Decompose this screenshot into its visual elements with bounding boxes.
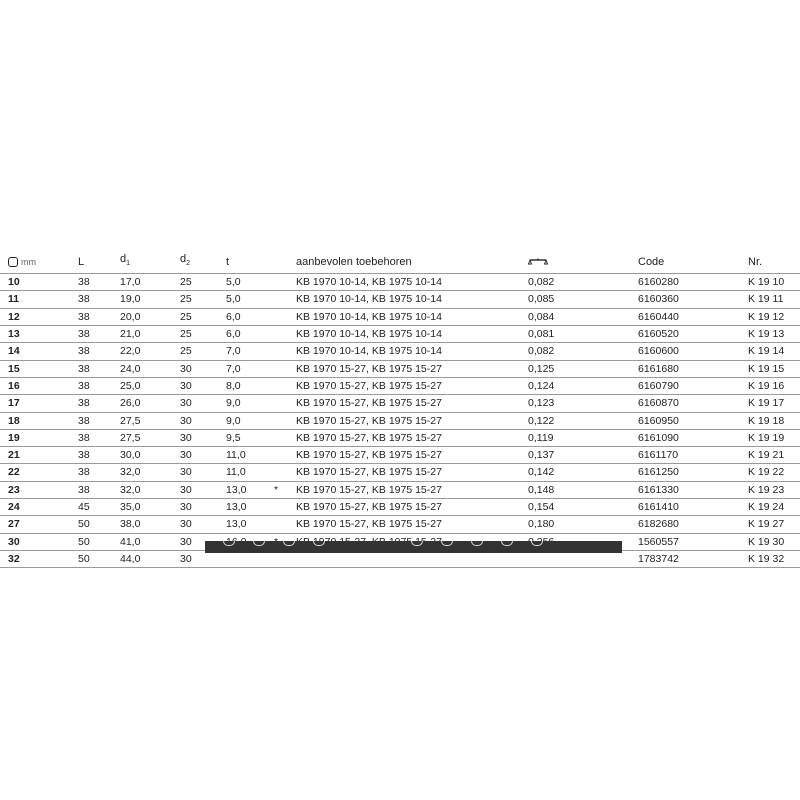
cell-t: 5,0 — [226, 276, 241, 289]
cell-d2: 25 — [180, 293, 192, 306]
cell-d1: 19,0 — [120, 293, 141, 306]
cell-nr: K 19 10 — [748, 276, 785, 289]
d2-subscript: 2 — [186, 260, 191, 268]
cell-note-star: * — [274, 483, 279, 496]
cell-note-star — [274, 360, 296, 377]
cell-code: 6160870 — [638, 397, 679, 410]
cell-accessories: KB 1970 15-27, KB 1975 15-27 — [296, 414, 442, 427]
cell-size: 11 — [8, 293, 20, 306]
cell-weight: 0,123 — [528, 397, 555, 410]
cell-length: 38 — [78, 345, 90, 358]
cell-d2: 30 — [180, 552, 192, 565]
cell-nr: K 19 21 — [748, 449, 785, 462]
cell-weight: 0,148 — [528, 483, 555, 496]
hand-icon[interactable] — [253, 541, 265, 546]
cell-code: 6160950 — [638, 414, 679, 427]
cell-d2: 30 — [180, 414, 192, 427]
cell-note-star — [274, 291, 296, 308]
save-icon[interactable] — [471, 541, 483, 546]
cell-nr: K 19 18 — [748, 414, 785, 427]
cell-length: 38 — [78, 328, 90, 341]
cell-t: 13,0 — [226, 501, 247, 514]
table-row — [0, 550, 800, 567]
cell-t: 9,0 — [226, 397, 241, 410]
pdf-viewer-toolbar — [205, 541, 622, 553]
cell-accessories: KB 1970 10-14, KB 1975 10-14 — [296, 328, 442, 341]
cell-length: 38 — [78, 310, 90, 323]
cell-note-star — [274, 274, 296, 291]
cell-length: 38 — [78, 466, 90, 479]
cell-accessories: KB 1970 15-27, KB 1975 15-27 — [296, 466, 442, 479]
cell-nr: K 19 13 — [748, 328, 785, 341]
table-row — [0, 499, 800, 516]
table-row — [0, 360, 800, 377]
cell-d2: 30 — [180, 397, 192, 410]
cell-d2: 30 — [180, 379, 192, 392]
cell-length: 50 — [78, 552, 90, 565]
cell-t: 9,0 — [226, 414, 241, 427]
cell-nr: K 19 27 — [748, 518, 785, 531]
cell-size: 19 — [8, 431, 20, 444]
product-table-sheet — [0, 250, 800, 568]
cell-d2: 25 — [180, 345, 192, 358]
cell-d2: 30 — [180, 501, 192, 514]
cell-t: 13,0 — [226, 483, 247, 496]
cell-d1: 21,0 — [120, 328, 141, 341]
cell-length: 38 — [78, 431, 90, 444]
cell-nr: K 19 24 — [748, 501, 785, 514]
table-header-row — [0, 250, 800, 274]
table-row — [0, 412, 800, 429]
cell-code: 6161330 — [638, 483, 679, 496]
table-row — [0, 343, 800, 360]
cell-size: 14 — [8, 345, 20, 358]
cell-nr: K 19 15 — [748, 362, 785, 375]
cell-size: 24 — [8, 501, 20, 514]
table-row — [0, 395, 800, 412]
table-row — [0, 308, 800, 325]
table-row — [0, 447, 800, 464]
cell-weight: 0,180 — [528, 518, 555, 531]
cell-accessories: KB 1970 10-14, KB 1975 10-14 — [296, 345, 442, 358]
cell-note-star — [274, 308, 296, 325]
d1-label: d — [120, 253, 127, 265]
cell-d1: 35,0 — [120, 501, 141, 514]
header-d1 — [120, 250, 180, 274]
header-size — [0, 250, 78, 274]
cell-accessories: KB 1970 10-14, KB 1975 10-14 — [296, 276, 442, 289]
cell-weight: 0,082 — [528, 276, 555, 289]
cell-nr: K 19 30 — [748, 535, 785, 548]
cell-weight: 0,122 — [528, 414, 555, 427]
cell-t: 11,0 — [226, 466, 246, 479]
cell-d1: 25,0 — [120, 379, 141, 392]
cell-accessories — [296, 550, 528, 567]
cell-code: 1783742 — [638, 552, 679, 565]
cell-t: 6,0 — [226, 328, 241, 341]
header-star — [274, 250, 296, 274]
cell-d2: 30 — [180, 362, 192, 375]
cell-weight: 0,137 — [528, 449, 555, 462]
cell-weight — [528, 550, 638, 567]
cell-length: 50 — [78, 518, 90, 531]
cell-d1: 26,0 — [120, 397, 141, 410]
fit-width-icon[interactable] — [441, 541, 453, 546]
cell-d1: 27,5 — [120, 414, 141, 427]
cell-accessories: KB 1970 15-27, KB 1975 15-27 — [296, 518, 442, 531]
print-icon[interactable] — [501, 541, 513, 546]
cell-t: 8,0 — [226, 379, 241, 392]
cell-code: 6161410 — [638, 501, 679, 514]
cell-code: 6161250 — [638, 466, 679, 479]
cell-d1: 22,0 — [120, 345, 141, 358]
table-row — [0, 377, 800, 394]
cell-nr: K 19 23 — [748, 483, 785, 496]
header-t: t — [226, 255, 230, 268]
hexagon-nut-icon — [8, 257, 18, 267]
cell-t: 7,0 — [226, 362, 241, 375]
cell-note-star — [274, 464, 296, 481]
table-row — [0, 481, 800, 498]
cell-length: 38 — [78, 483, 90, 496]
cell-size: 15 — [8, 362, 20, 375]
cell-nr: K 19 19 — [748, 431, 785, 444]
cell-weight: 0,154 — [528, 501, 555, 514]
header-nr: Nr. — [748, 255, 763, 268]
cell-code: 6160520 — [638, 328, 679, 341]
cell-note-star — [274, 412, 296, 429]
cell-d2: 30 — [180, 483, 192, 496]
cell-t: 13,0 — [226, 518, 247, 531]
cell-t: 7,0 — [226, 345, 241, 358]
cell-note-star — [274, 429, 296, 446]
cell-d1: 24,0 — [120, 362, 141, 375]
cell-d1: 32,0 — [120, 466, 141, 479]
cell-length: 38 — [78, 293, 90, 306]
header-d2 — [180, 250, 226, 274]
cell-d1: 38,0 — [120, 518, 141, 531]
cell-code: 6160440 — [638, 310, 679, 323]
cell-t: 11,0 — [226, 449, 246, 462]
cell-d2: 25 — [180, 276, 192, 289]
zoom-out-icon[interactable] — [283, 541, 295, 546]
cell-accessories: KB 1970 10-14, KB 1975 10-14 — [296, 293, 442, 306]
table-row — [0, 326, 800, 343]
cell-code: 6160280 — [638, 276, 679, 289]
cell-note-star — [274, 447, 296, 464]
cell-size: 23 — [8, 483, 20, 496]
cell-length: 38 — [78, 414, 90, 427]
header-length: L — [78, 255, 85, 268]
cell-d2: 30 — [180, 535, 192, 548]
cell-d1: 41,0 — [120, 535, 141, 548]
cell-note-star — [274, 326, 296, 343]
cell-weight: 0,125 — [528, 362, 555, 375]
table-row — [0, 464, 800, 481]
cell-size: 16 — [8, 379, 20, 392]
cell-note-star — [274, 377, 296, 394]
cell-code: 6161090 — [638, 431, 679, 444]
up-icon[interactable] — [531, 541, 543, 546]
cell-t — [226, 550, 274, 567]
cell-accessories: KB 1970 15-27, KB 1975 15-27 — [296, 483, 442, 496]
cell-code: 6161170 — [638, 449, 679, 462]
cell-size: 10 — [8, 276, 20, 289]
header-accessories: aanbevolen toebehoren — [296, 255, 412, 268]
document-icon[interactable] — [411, 541, 423, 546]
cell-size: 27 — [8, 518, 20, 531]
cell-length: 50 — [78, 535, 90, 548]
header-weight — [528, 250, 638, 274]
cell-length: 38 — [78, 397, 90, 410]
cell-weight: 0,142 — [528, 466, 555, 479]
cell-t: 6,0 — [226, 310, 241, 323]
cell-size: 32 — [8, 552, 20, 565]
cell-code: 6160600 — [638, 345, 679, 358]
cell-code: 6182680 — [638, 518, 679, 531]
cell-accessories: KB 1970 15-27, KB 1975 15-27 — [296, 449, 442, 462]
cell-d2: 25 — [180, 328, 192, 341]
cell-length: 38 — [78, 379, 90, 392]
cell-weight: 0,081 — [528, 328, 555, 341]
cell-d2: 30 — [180, 431, 192, 444]
cell-code: 6160790 — [638, 379, 679, 392]
cell-code: 1560557 — [638, 535, 679, 548]
cell-d1: 27,5 — [120, 431, 141, 444]
cell-length: 38 — [78, 449, 90, 462]
cell-accessories: KB 1970 15-27, KB 1975 15-27 — [296, 379, 442, 392]
cell-length: 45 — [78, 501, 90, 514]
cell-length: 38 — [78, 276, 90, 289]
cell-size: 17 — [8, 397, 20, 410]
cell-d2: 30 — [180, 449, 192, 462]
cell-size: 13 — [8, 328, 20, 341]
table-row — [0, 274, 800, 291]
cell-d2: 30 — [180, 518, 192, 531]
cell-d1: 32,0 — [120, 483, 141, 496]
cell-size: 12 — [8, 310, 20, 323]
d1-subscript: 1 — [126, 260, 131, 268]
cell-nr: K 19 11 — [748, 293, 784, 306]
cell-accessories: KB 1970 10-14, KB 1975 10-14 — [296, 310, 442, 323]
socket-spec-table — [0, 250, 800, 568]
cell-size: 18 — [8, 414, 20, 427]
cell-size: 22 — [8, 466, 20, 479]
cursor-icon[interactable] — [223, 541, 235, 546]
cell-note-star — [274, 395, 296, 412]
cell-nr: K 19 17 — [748, 397, 785, 410]
cell-t: 9,5 — [226, 431, 241, 444]
cell-note-star — [274, 516, 296, 533]
cell-nr: K 19 12 — [748, 310, 785, 323]
cell-nr: K 19 16 — [748, 379, 785, 392]
cell-weight: 0,124 — [528, 379, 555, 392]
cell-nr: K 19 32 — [748, 552, 785, 565]
cell-code: 6160360 — [638, 293, 679, 306]
zoom-in-icon[interactable] — [313, 541, 325, 546]
cell-note-star — [274, 499, 296, 516]
cell-weight: 0,119 — [528, 431, 554, 444]
cell-accessories: KB 1970 15-27, KB 1975 15-27 — [296, 501, 442, 514]
cell-nr: K 19 14 — [748, 345, 785, 358]
header-code: Code — [638, 255, 665, 268]
cell-size: 30 — [8, 535, 20, 548]
cell-accessories: KB 1970 15-27, KB 1975 15-27 — [296, 362, 442, 375]
cell-length: 38 — [78, 362, 90, 375]
cell-weight: 0,085 — [528, 293, 555, 306]
cell-nr: K 19 22 — [748, 466, 785, 479]
d2-label: d — [180, 253, 187, 265]
cell-d1: 44,0 — [120, 552, 141, 565]
cell-note-star — [274, 343, 296, 360]
cell-d1: 17,0 — [120, 276, 141, 289]
cell-code: 6161680 — [638, 362, 679, 375]
cell-d1: 30,0 — [120, 449, 141, 462]
scale-icon — [528, 258, 548, 266]
cell-d2: 25 — [180, 310, 192, 323]
cell-accessories: KB 1970 15-27, KB 1975 15-27 — [296, 397, 442, 410]
cell-weight: 0,084 — [528, 310, 555, 323]
table-row — [0, 516, 800, 533]
cell-d1: 20,0 — [120, 310, 141, 323]
cell-note-star — [274, 550, 296, 567]
table-row — [0, 429, 800, 446]
cell-size: 21 — [8, 449, 20, 462]
table-row — [0, 291, 800, 308]
cell-weight: 0,082 — [528, 345, 555, 358]
cell-t: 5,0 — [226, 293, 241, 306]
size-unit-label: mm — [21, 256, 36, 267]
cell-d2: 30 — [180, 466, 192, 479]
cell-accessories: KB 1970 15-27, KB 1975 15-27 — [296, 431, 442, 444]
